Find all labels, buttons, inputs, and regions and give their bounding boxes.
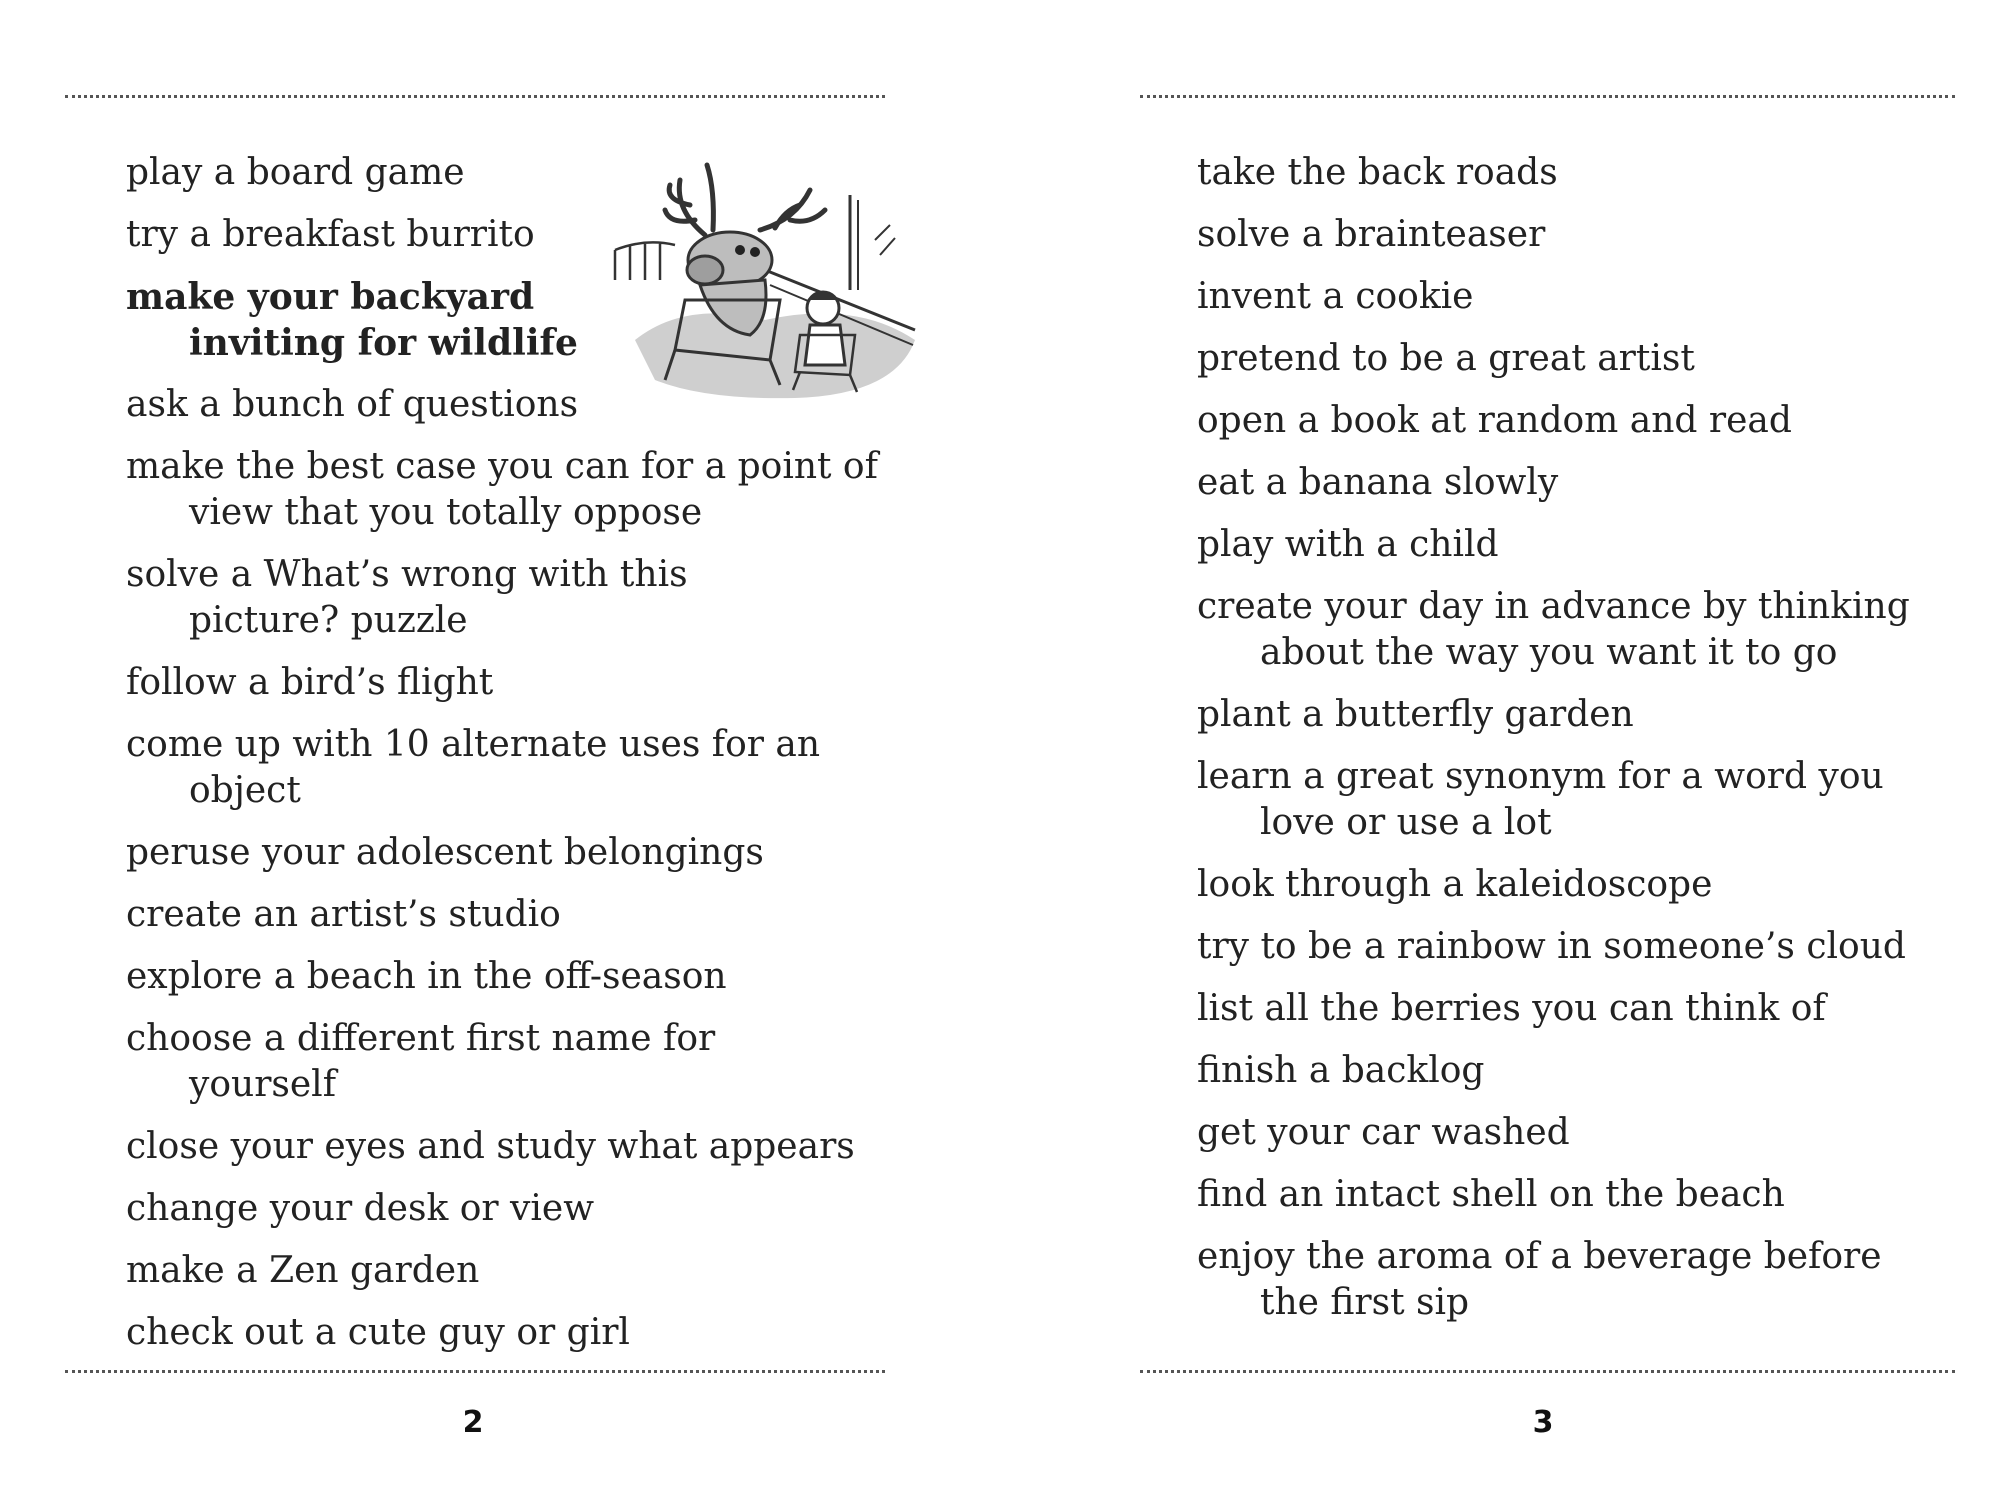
list-item: create an artist’s studio (126, 894, 561, 935)
list-item: change your desk or view (126, 1188, 595, 1229)
list-item: ask a bunch of questions (126, 384, 579, 425)
list-item: enjoy the aroma of a beverage before the first sip (1197, 1236, 1882, 1323)
list-item: solve a brainteaser (1197, 214, 1546, 255)
list-item: come up with 10 alternate uses for an object (126, 724, 821, 811)
list-item: follow a bird’s flight (126, 662, 494, 703)
list-item: take the back roads (1197, 152, 1558, 193)
list-item: play with a child (1197, 524, 1499, 565)
list-item: open a book at random and read (1197, 400, 1792, 441)
bottom-dotted-rule (1140, 1370, 1955, 1373)
bottom-dotted-rule (65, 1370, 885, 1373)
list-item: play a board game (126, 152, 465, 193)
list-item: explore a beach in the off-season (126, 956, 727, 997)
list-item: create your day in advance by thinking about the way you want it to go (1197, 586, 1910, 673)
list-item: finish a backlog (1197, 1050, 1485, 1091)
list-item: learn a great synonym for a word you love or use a lot (1197, 756, 1884, 843)
list-item: solve a What’s wrong with this picture? puzzle (126, 554, 688, 641)
list-item: make a Zen garden (126, 1250, 480, 1291)
list-item: try to be a rainbow in someone’s cloud (1197, 926, 1906, 967)
list-item: invent a cookie (1197, 276, 1474, 317)
page-number: 3 (1532, 1405, 1554, 1440)
list-item: choose a different first name for yourself (126, 1018, 716, 1105)
list-item: close your eyes and study what appears (126, 1126, 855, 1167)
list-item: check out a cute guy or girl (126, 1312, 630, 1353)
list-item: eat a banana slowly (1197, 462, 1559, 503)
right-page (1000, 0, 2000, 1500)
list-item: pretend to be a great artist (1197, 338, 1695, 379)
list-item: plant a butterfly garden (1197, 694, 1634, 735)
list-item: get your car washed (1197, 1112, 1570, 1153)
list-item: find an intact shell on the beach (1197, 1174, 1785, 1215)
list-item: list all the berries you can think of (1197, 988, 1826, 1029)
list-item: make the best case you can for a point of view that you totally oppose (126, 446, 878, 533)
top-dotted-rule (1140, 95, 1955, 98)
page-number: 2 (462, 1405, 484, 1440)
activity-list-left (126, 150, 878, 1372)
list-item: peruse your adolescent belongings (126, 832, 764, 873)
list-item: look through a kaleidoscope (1197, 864, 1713, 905)
activity-list-right (1197, 150, 1937, 1342)
top-dotted-rule (65, 95, 885, 98)
list-item: make your backyard inviting for wildlife (126, 276, 578, 364)
list-item: try a breakfast burrito (126, 214, 535, 255)
